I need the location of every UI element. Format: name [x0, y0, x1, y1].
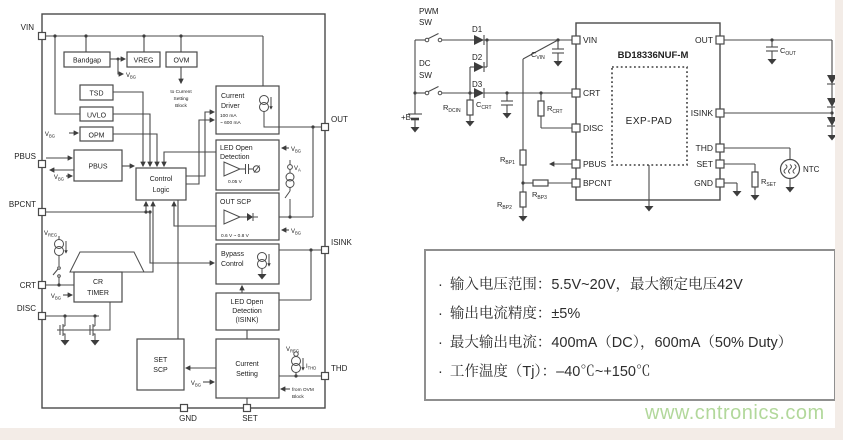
- svg-text:OPM: OPM: [88, 132, 105, 140]
- spec-line-input-voltage: · 输入电压范围：5.5V~20V，最大额定电压42V: [438, 277, 743, 293]
- chip-pin-out: OUT: [695, 35, 713, 45]
- svg-text:from OVM: from OVM: [292, 388, 314, 393]
- block-set-scp: [137, 339, 184, 390]
- chip-pin-gnd: GND: [694, 178, 713, 188]
- block-led-open-detection-isink: [216, 293, 279, 330]
- chip-pin-vin: VIN: [583, 35, 598, 45]
- svg-text:LED Open: LED Open: [230, 299, 264, 306]
- cout-label: $C_{OUT}$: [780, 46, 796, 57]
- svg-text:Bandgap: Bandgap: [72, 57, 102, 65]
- bd-pin-bpcnt: BPCNT: [8, 200, 36, 209]
- resistor-rdcin: [466, 93, 475, 127]
- svg-text:VREG: $V_{REG}$: [44, 231, 58, 238]
- svg-text:VBG: $V_{BG}$: [291, 229, 302, 236]
- svg-text:DC: DC: [419, 59, 431, 68]
- diode-d3: [470, 88, 484, 98]
- chip-pin-pbus: PBUS: [583, 159, 607, 169]
- spec-box: [424, 249, 836, 401]
- svg-text:Current: Current: [235, 361, 259, 368]
- chip-pin-disc: DISC: [583, 123, 604, 133]
- battery-label: +B: [401, 113, 412, 122]
- block-current-driver: [216, 86, 279, 134]
- block-uvlo: [80, 107, 113, 121]
- block-opm: [80, 127, 113, 141]
- svg-text:to Current: to Current: [170, 90, 192, 95]
- svg-text:Driver: Driver: [221, 103, 240, 110]
- svg-text:VA: $V_A$: [294, 166, 301, 173]
- ithd-label: $I_{THD}$: [306, 364, 317, 371]
- svg-text:VBG: $V_{BG}$: [190, 381, 201, 388]
- bd-pin-crt: CRT: [19, 281, 36, 290]
- block-led-open-detection: [216, 140, 279, 190]
- svg-text:Detection: Detection: [220, 154, 250, 161]
- right-edge-strip: [835, 0, 843, 440]
- svg-text:Block: Block: [292, 395, 304, 400]
- svg-text:VBG: $V_{BG}$: [50, 294, 61, 301]
- svg-text:100 mA: 100 mA: [220, 114, 237, 119]
- block-pbus: [74, 150, 122, 181]
- gnd-connection: [724, 183, 742, 197]
- svg-text:VBG: $V_{BG}$: [44, 132, 55, 139]
- d1-label: D1: [472, 25, 483, 34]
- rset-label: $R_{SET}$: [761, 177, 777, 188]
- block-bandgap: [64, 52, 110, 67]
- ccrt-label: $C_{CRT}$: [476, 100, 492, 111]
- svg-text:SET: SET: [153, 357, 168, 364]
- site-watermark: www.cntronics.com: [645, 402, 825, 424]
- input-network: [408, 34, 572, 222]
- dc-switch: [425, 87, 442, 95]
- rbp2-label: $R_{BP2}$: [497, 200, 512, 211]
- block-vreg: [127, 52, 160, 67]
- block-bypass-control: [216, 244, 279, 284]
- svg-text:Logic: Logic: [152, 187, 170, 194]
- rcrt-label: $R_{CRT}$: [547, 104, 563, 115]
- chip-pin-thd: THD: [695, 143, 713, 153]
- spec-line-current-accuracy: · 输出电流精度：±5%: [438, 306, 581, 322]
- block-ovm: [166, 52, 197, 67]
- resistor-rset: [724, 164, 760, 201]
- svg-text:Block: Block: [175, 104, 187, 109]
- rbp1-label: $R_{BP1}$: [500, 155, 515, 166]
- capacitor-ccrt: [501, 93, 513, 119]
- svg-text:SCP: SCP: [153, 367, 168, 374]
- svg-text:TSD: TSD: [89, 90, 104, 98]
- bd-pin-gnd: GND: [179, 414, 197, 423]
- chip-name: BD18336NUF-M: [617, 50, 689, 61]
- svg-text:TIMER: TIMER: [87, 290, 109, 297]
- spec-line-max-current: · 最大输出电流：400mA（DC），600mA（50% Duty）: [438, 335, 793, 351]
- svg-text:Bypass: Bypass: [221, 251, 244, 258]
- rdcin-label: $R_{DCIN}$: [443, 103, 461, 114]
- svg-text:OUT SCP: OUT SCP: [220, 199, 251, 206]
- svg-text:VBG: $V_{BG}$: [53, 175, 64, 182]
- block-diagram-svg: [0, 0, 420, 440]
- bd-pin-vin: VIN: [20, 23, 34, 32]
- svg-text:0.05 V: 0.05 V: [228, 180, 242, 185]
- spec-line-temp-range: · 工作温度（Tj）：–40℃~+150℃: [438, 364, 651, 380]
- block-control-logic: [136, 168, 186, 200]
- svg-text:VBG: $V_{BG}$: [126, 73, 137, 80]
- svg-text:Current: Current: [221, 93, 245, 100]
- bd-pin-isink: ISINK: [331, 238, 352, 247]
- svg-text:~ 600 mA: ~ 600 mA: [220, 121, 241, 126]
- block-out-scp: [216, 193, 279, 240]
- svg-text:PBUS: PBUS: [88, 163, 108, 171]
- block-current-setting: [216, 339, 279, 398]
- svg-text:VREG: $V_{REG}$: [286, 347, 300, 354]
- chip-pin-set: SET: [696, 159, 713, 169]
- svg-text:LED Open: LED Open: [220, 145, 253, 152]
- svg-text:SW: SW: [419, 71, 432, 80]
- d2-label: D2: [472, 53, 483, 62]
- pwm-switch: [425, 34, 442, 42]
- svg-text:VBG: $V_{BG}$: [291, 147, 302, 154]
- chip-pin-bpcnt: BPCNT: [583, 178, 612, 188]
- bd-pin-out: OUT: [331, 115, 348, 124]
- svg-text:Control: Control: [221, 261, 244, 268]
- svg-text:Setting: Setting: [236, 371, 258, 378]
- bd-pin-disc: DISC: [16, 304, 36, 313]
- chip-pin-crt: CRT: [583, 88, 601, 98]
- capacitor-cout: [766, 40, 778, 65]
- chip-pin-isink: ISINK: [690, 108, 713, 118]
- ntc-label: NTC: [803, 165, 820, 174]
- svg-text:VREG: VREG: [133, 57, 154, 65]
- cvin-label: $C_{VIN}$: [531, 50, 545, 61]
- svg-text:Detection: Detection: [232, 308, 262, 315]
- svg-text:0.6 V ~ 0.8 V: 0.6 V ~ 0.8 V: [221, 234, 249, 239]
- bd-pin-pbus: PBUS: [14, 152, 36, 161]
- bottom-edge-strip: [0, 428, 843, 440]
- block-tsd: [80, 85, 113, 100]
- d3-label: D3: [472, 80, 483, 89]
- svg-text:CR: CR: [92, 279, 104, 286]
- diode-d1: [470, 35, 484, 45]
- svg-text:SW: SW: [419, 18, 432, 27]
- bd-pin-set: SET: [242, 414, 258, 423]
- svg-text:(ISINK): (ISINK): [235, 317, 259, 324]
- svg-text:UVLO: UVLO: [86, 112, 107, 120]
- svg-text:PWM: PWM: [419, 7, 439, 16]
- svg-text:OVM: OVM: [173, 57, 190, 65]
- bd-pin-thd: THD: [331, 364, 348, 373]
- svg-text:Control: Control: [149, 176, 173, 183]
- capacitor-cvin: [552, 40, 564, 67]
- svg-text:Setting: Setting: [173, 97, 189, 102]
- rbp3-label: $R_{BP3}$: [532, 190, 547, 201]
- exp-pad-label: EXP-PAD: [625, 116, 673, 127]
